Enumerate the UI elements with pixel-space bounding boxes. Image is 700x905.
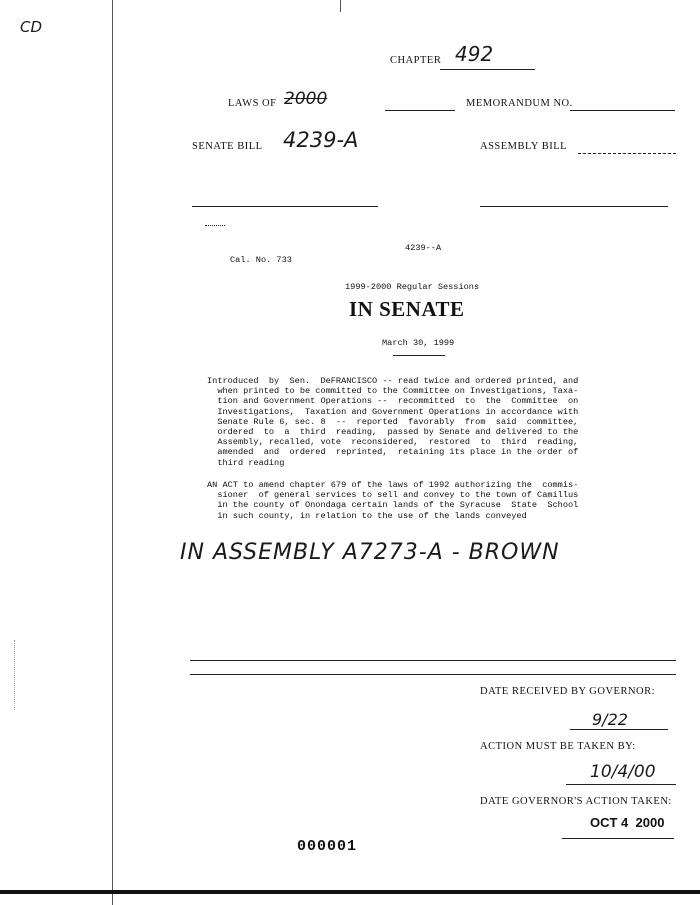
memorandum-underline [570,110,675,111]
left-margin-line [112,0,113,905]
senate-bill-number: 4239-A [283,128,359,152]
memorandum-label: MEMORANDUM NO. [466,98,573,109]
date-received-underline [570,729,668,730]
separator-rule-1 [190,660,676,661]
chapter-number: 492 [455,42,494,66]
calendar-number: Cal. No. 733 [230,255,292,265]
laws-underline [385,110,455,111]
act-line: AN ACT to amend chapter 679 of the laws of 1992 authorizing the commis- [207,480,579,490]
date-underline [393,355,445,356]
small-dash [205,225,225,226]
act-line: in such county, in relation to the use of the lands conveyed [207,510,527,521]
intro-line: Introduced by Sen. DeFRANCISCO -- read twice and ordered printed, and [207,376,579,386]
top-tick [340,0,341,12]
action-by-value: 10/4/00 [590,762,656,782]
action-taken-label: DATE GOVERNOR'S ACTION TAKEN: [480,796,672,807]
separator-rule-2 [190,674,676,675]
session-label: 1999-2000 Regular Sessions [345,282,480,292]
action-taken-underline [562,838,674,839]
blank-rule-left [192,206,378,207]
print-number: 4239--A [405,243,442,253]
intro-line: amended and ordered reprinted, retaining its place in the order of [207,447,579,458]
assembly-note: IN ASSEMBLY A7273-A - BROWN [180,540,560,565]
date-introduced: March 30, 1999 [382,338,455,348]
intro-line: tion and Government Operations -- recommitted to the Committee on [207,396,579,407]
intro-line: third reading [207,457,285,468]
intro-line: Assembly, recalled, vote reconsidered, restored to third reading, [207,437,579,448]
senate-bill-label: SENATE BILL [192,141,263,152]
intro-line: Investigations, Taxation and Government Operations in accordance with [207,406,579,417]
chapter-label: CHAPTER [390,55,442,66]
bottom-edge [0,890,700,894]
act-line: in the county of Onondaga certain lands of the Syracuse State School [207,500,579,511]
blank-rule-right [480,206,668,207]
chamber-heading: IN SENATE [349,297,465,321]
chapter-underline [440,69,535,70]
action-by-label: ACTION MUST BE TAKEN BY: [480,741,636,752]
action-taken-stamp: OCT 4 2000 [590,815,665,830]
corner-mark: CD [20,18,43,36]
action-by-underline [566,784,676,785]
assembly-bill-label: ASSEMBLY BILL [480,141,568,152]
intro-line: ordered to a third reading, passed by Senate and delivered to the [207,427,579,438]
date-received-label: DATE RECEIVED BY GOVERNOR: [480,686,656,697]
laws-of-label: LAWS OF [228,98,277,109]
page-number: 000001 [297,838,358,855]
introduction-paragraph [207,376,578,468]
act-line: sioner of general services to sell and convey to the town of Camillus [207,490,579,501]
laws-year: 2000 [284,89,328,109]
assembly-bill-underline [578,153,676,154]
left-dots [14,640,16,710]
act-title-paragraph [207,480,578,521]
intro-line: when printed to be committed to the Committee on Investigations, Taxa- [207,386,579,397]
date-received-value: 9/22 [592,710,628,729]
intro-line: Senate Rule 6, sec. 8 -- reported favorably from said committee, [207,416,579,427]
